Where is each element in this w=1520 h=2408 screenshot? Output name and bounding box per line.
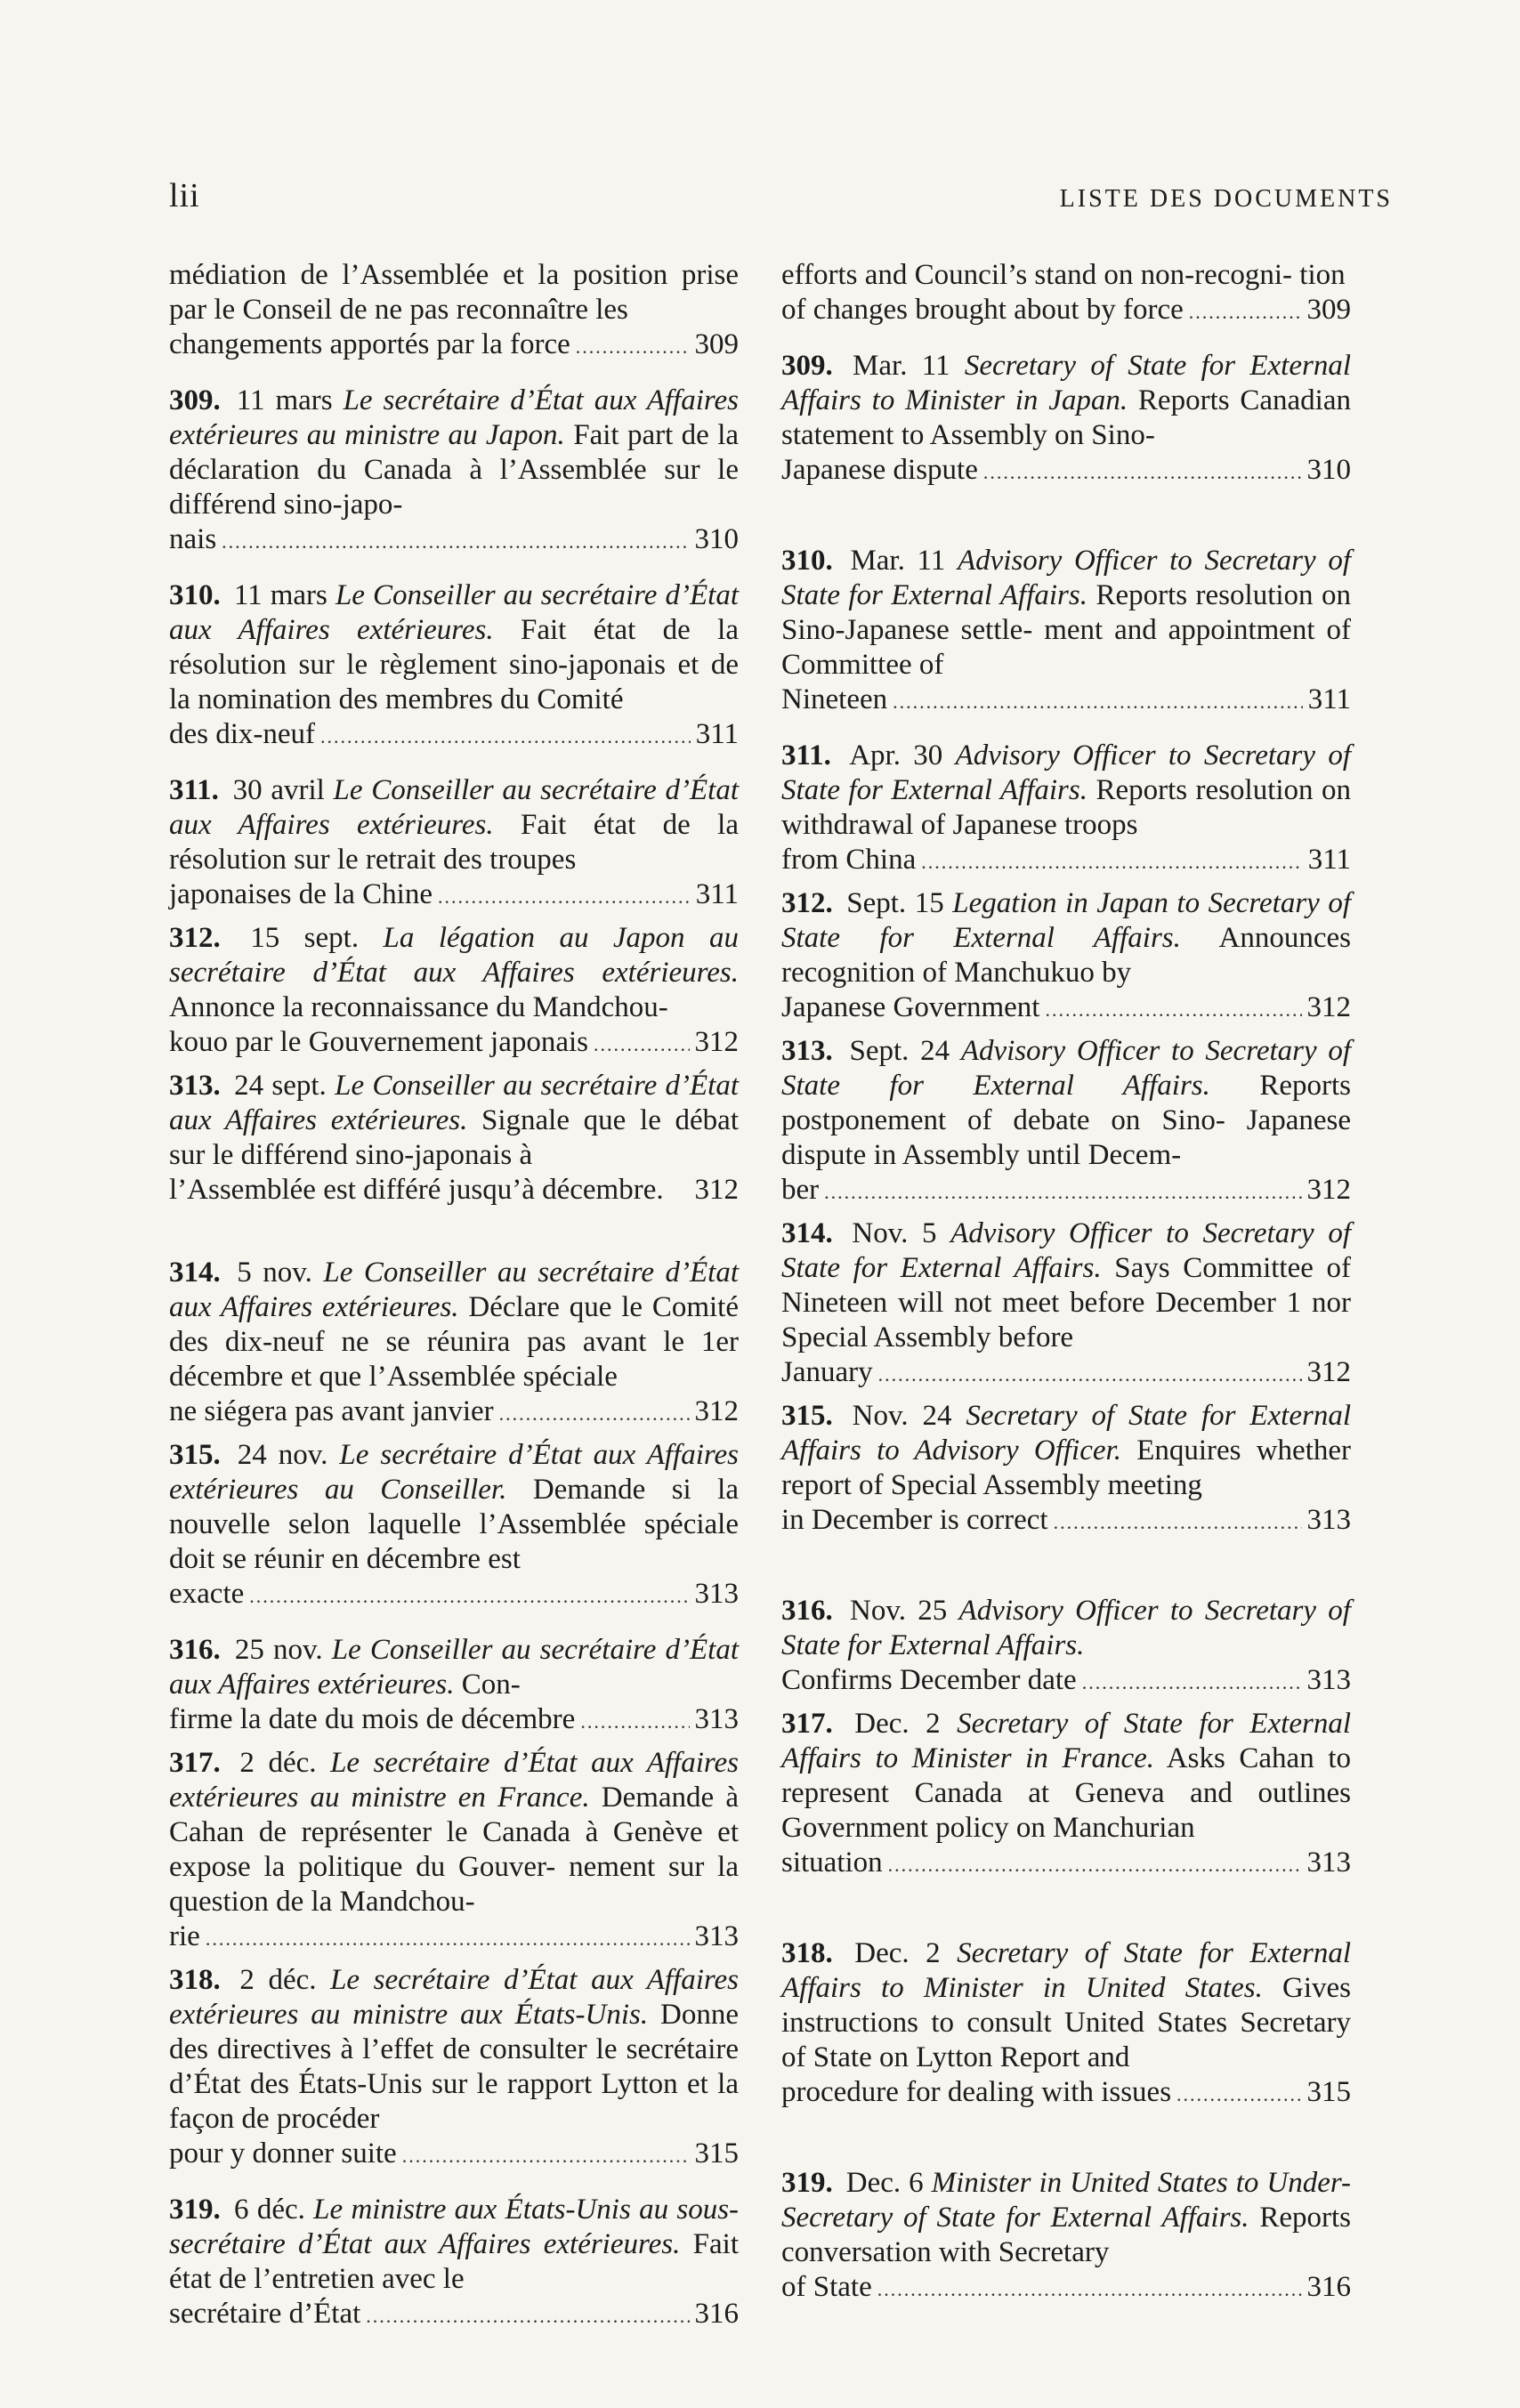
- dot-leader: [499, 1396, 690, 1431]
- entry-date: Apr. 30: [849, 739, 943, 772]
- entry-summary: Asks Cahan to represent Canada at Geneva and outlines Government policy on Manchurian: [781, 1742, 1351, 1844]
- document-entry: [781, 2166, 1351, 2307]
- entry-last-line: in December is correct: [781, 1504, 1048, 1536]
- entry-correspondents: Le secrétaire d’État aux Affaires extérieures au ministre au Japon.: [169, 384, 739, 451]
- entry-leader-line: [781, 1503, 1351, 1539]
- dot-leader: [983, 455, 1302, 489]
- dot-leader: [1176, 2077, 1301, 2112]
- entry-last-line: Nineteen: [781, 683, 888, 715]
- entry-date: Dec. 6: [845, 2167, 924, 2199]
- entry-last-line: Confirms December date: [781, 1664, 1077, 1696]
- intro-last-line: changements apportés par la force: [169, 328, 570, 360]
- entry-date: Sept. 15: [846, 887, 944, 919]
- entry-last-line: des dix-neuf: [169, 718, 316, 750]
- entry-leader-line: [169, 717, 739, 754]
- entry-last-line: secrétaire d’État: [169, 2298, 361, 2330]
- entry-page-ref: 310: [694, 523, 739, 555]
- entry-number: 317.: [781, 1708, 833, 1740]
- entry-number: 311.: [169, 774, 219, 806]
- entry-last-line: Japanese dispute: [781, 454, 978, 486]
- entry-correspondents: Le Conseiller au secrétaire d’État aux Affaires extérieures.: [169, 774, 739, 841]
- entry-leader-line: [781, 1173, 1351, 1209]
- entry-page-ref: 312: [1306, 991, 1351, 1023]
- entry-number: 315.: [169, 1439, 221, 1471]
- entry-date: Dec. 2: [854, 1937, 941, 1969]
- entry-last-line: nais: [169, 523, 217, 555]
- entry-number: 314.: [169, 1257, 221, 1289]
- entry-last-line: ber: [781, 1174, 820, 1206]
- entry-correspondents: Advisory Officer to Secretary of State for External Affairs.: [781, 1595, 1351, 1661]
- entry-last-line: l’Assemblée est différé jusqu’à décembre.: [169, 1174, 664, 1206]
- entry-leader-line: [169, 1919, 739, 1956]
- english-column: [781, 258, 1351, 2307]
- dot-leader: [1082, 1665, 1302, 1700]
- entry-date: Nov. 24: [852, 1400, 952, 1432]
- document-entry: [169, 1963, 739, 2173]
- entry-last-line: kouo par le Gouvernement japonais: [169, 1026, 589, 1058]
- entry-number: 318.: [781, 1937, 833, 1969]
- entry-number: 312.: [781, 887, 833, 919]
- entry-correspondents: Secretary of State for External Affairs to Minister in Japan.: [781, 350, 1352, 416]
- intro-page-ref: 309: [1306, 294, 1351, 326]
- entry-number: 313.: [169, 1070, 221, 1102]
- entry-page-ref: 313: [1306, 1664, 1351, 1696]
- entry-leader-line: [781, 1355, 1351, 1392]
- entry-last-line: of State: [781, 2271, 872, 2303]
- document-entry: [781, 1936, 1351, 2112]
- entry-page-ref: 312: [694, 1026, 739, 1058]
- entry-date: 11 mars: [236, 384, 333, 416]
- entry-summary: Enquires whether report of Special Assembly meeting: [781, 1434, 1352, 1501]
- entry-summary: Donne des directives à l’effet de consulter le secrétaire d’État des États-Unis sur le rapport Lytton et la façon de procéder: [169, 1999, 740, 2135]
- dot-leader: [576, 329, 690, 364]
- entry-correspondents: Secretary of State for External Affairs to Minister in United States.: [781, 1937, 1351, 2004]
- entry-summary: Reports resolution on Sino-Japanese settle- ment and appointment of Committee of: [781, 579, 1351, 681]
- entry-last-line: from China: [781, 844, 917, 876]
- entry-correspondents: La légation au Japon au secrétaire d’État aux Affaires extérieures.: [169, 922, 739, 989]
- document-entry: [781, 544, 1351, 719]
- document-entry: [781, 1399, 1351, 1539]
- entry-summary: Says Committee of Nineteen will not meet before December 1 nor Special Assembly before: [781, 1252, 1352, 1353]
- entry-summary: Reports conversation with Secretary: [781, 2202, 1352, 2268]
- document-entry: [169, 578, 739, 754]
- entry-leader-line: [169, 1025, 739, 1062]
- entry-correspondents: Le Conseiller au secrétaire d’État aux Affaires extérieures.: [169, 1070, 740, 1136]
- entry-date: Nov. 5: [852, 1217, 937, 1249]
- entry-correspondents: Le Conseiller au secrétaire d’État aux Affaires extérieures.: [169, 1257, 740, 1323]
- entry-page-ref: 312: [1306, 1356, 1351, 1388]
- entry-last-line: pour y donner suite: [169, 2137, 397, 2170]
- entry-date: Mar. 11: [850, 545, 946, 577]
- entry-page-ref: 311: [1307, 844, 1351, 876]
- entry-page-ref: 310: [1306, 454, 1351, 486]
- entry-leader-line: [169, 1394, 739, 1431]
- entry-summary: Reports resolution on withdrawal of Japanese troops: [781, 774, 1351, 841]
- entry-leader-line: [169, 2137, 739, 2173]
- entry-last-line: January: [781, 1356, 873, 1388]
- entry-correspondents: Le secrétaire d’État aux Affaires extérieures au Conseiller.: [169, 1439, 739, 1506]
- intro-leader-line: [169, 327, 739, 364]
- entry-summary: Fait état de la résolution sur le règlement sino-japonais et de la nomination des membres du Comité: [169, 614, 740, 715]
- document-entry: [169, 1633, 739, 1739]
- entry-correspondents: Legation in Japan to Secretary of State for External Affairs.: [781, 887, 1351, 954]
- dot-leader: [320, 719, 691, 754]
- document-entry: [781, 1034, 1351, 1209]
- entry-page-ref: 312: [694, 1395, 739, 1427]
- entry-leader-line: [169, 1173, 739, 1209]
- entry-last-line: firme la date du mois de décembre: [169, 1703, 576, 1735]
- entry-number: 316.: [781, 1595, 833, 1627]
- entry-last-line: Japanese Government: [781, 991, 1040, 1023]
- entry-summary: Gives instructions to consult United States Secretary of State on Lytton Report and: [781, 1972, 1352, 2073]
- entry-last-line: japonaises de la Chine: [169, 878, 433, 910]
- dot-leader: [580, 1704, 689, 1739]
- document-entry: [169, 2193, 739, 2333]
- entry-page-ref: 316: [694, 2298, 739, 2330]
- entry-summary: Announces recognition of Manchukuo by: [781, 922, 1351, 989]
- entry-page-ref: 311: [1307, 683, 1351, 715]
- entry-page-ref: 315: [694, 2137, 739, 2170]
- dot-leader: [893, 684, 1303, 719]
- document-entry: [169, 1746, 739, 1956]
- entry-summary: Signale que le débat sur le différend sino-japonais à: [169, 1104, 739, 1171]
- dot-leader: [878, 1357, 1302, 1392]
- dot-leader: [877, 2272, 1302, 2307]
- entry-date: Nov. 25: [850, 1595, 948, 1627]
- document-entry: [169, 1256, 739, 1431]
- dot-leader: [249, 1579, 689, 1613]
- entry-date: 2 déc.: [239, 1747, 317, 1779]
- entry-page-ref: 312: [694, 1174, 739, 1206]
- entry-number: 315.: [781, 1400, 833, 1432]
- entry-page-ref: 311: [695, 718, 739, 750]
- entry-correspondents: Le secrétaire d’État aux Affaires extérieures au ministre en France.: [169, 1747, 739, 1814]
- intro-last-line: of changes brought about by force: [781, 294, 1184, 326]
- entry-correspondents: Secretary of State for External Affairs to Advisory Officer.: [781, 1400, 1352, 1467]
- dot-leader: [1045, 992, 1301, 1027]
- entry-last-line: situation: [781, 1846, 883, 1879]
- document-entry: [781, 739, 1351, 879]
- entry-date: 25 nov.: [234, 1634, 323, 1666]
- entry-leader-line: [781, 683, 1351, 719]
- entry-page-ref: 313: [1306, 1504, 1351, 1536]
- entry-date: Mar. 11: [853, 350, 950, 382]
- entry-leader-line: [169, 1702, 739, 1739]
- document-entry: [781, 1216, 1351, 1392]
- dot-leader: [402, 2138, 690, 2173]
- entry-number: 317.: [169, 1747, 221, 1779]
- document-entry: [781, 349, 1351, 489]
- entry-number: 309.: [169, 384, 221, 416]
- entry-number: 311.: [781, 739, 831, 772]
- entry-page-ref: 316: [1306, 2271, 1351, 2303]
- running-head: LISTE DES DOCUMENTS: [1059, 185, 1393, 213]
- entry-number: 310.: [169, 579, 221, 611]
- document-entry: [169, 773, 739, 914]
- entry-number: 316.: [169, 1634, 221, 1666]
- entry-summary: Fait état de l’entretien avec le: [169, 2228, 740, 2295]
- entry-leader-line: [781, 990, 1351, 1027]
- document-entry: [169, 1438, 739, 1613]
- dot-leader: [438, 879, 691, 914]
- entry-number: 313.: [781, 1035, 833, 1067]
- entry-summary: Demande si la nouvelle selon laquelle l’Assemblée spéciale doit se réunir en décembre est: [169, 1474, 739, 1575]
- entry-date: 2 déc.: [239, 1964, 317, 1996]
- entry-date: 24 nov.: [237, 1439, 328, 1471]
- entry-number: 314.: [781, 1217, 833, 1249]
- document-entry: [781, 1594, 1351, 1700]
- entry-correspondents: Le Conseiller au secrétaire d’État aux Affaires extérieures.: [169, 579, 739, 646]
- entry-leader-line: [781, 1663, 1351, 1700]
- entry-page-ref: 313: [694, 1578, 739, 1610]
- entry-summary: Con-: [461, 1669, 521, 1701]
- dot-leader: [824, 1175, 1301, 1209]
- entry-summary: Fait part de la déclaration du Canada à l’Assemblée sur le différend sino-japo-: [169, 419, 740, 521]
- dot-leader: [366, 2299, 689, 2333]
- entry-page-ref: 315: [1306, 2076, 1351, 2108]
- entry-leader-line: [169, 522, 739, 559]
- entry-correspondents: Secretary of State for External Affairs to Minister in France.: [781, 1708, 1351, 1774]
- entry-leader-line: [169, 2297, 739, 2333]
- entry-correspondents: Advisory Officer to Secretary of State for External Affairs.: [781, 545, 1352, 611]
- dot-leader: [1189, 295, 1302, 329]
- entry-summary: Reports postponement of debate on Sino- Japanese dispute in Assembly until Decem-: [781, 1070, 1351, 1171]
- dot-leader: [1054, 1505, 1302, 1539]
- english-intro: [781, 258, 1351, 329]
- entry-page-ref: 313: [1306, 1846, 1351, 1879]
- entry-number: 319.: [781, 2167, 833, 2199]
- entry-page-ref: 313: [694, 1703, 739, 1735]
- entry-leader-line: [781, 843, 1351, 879]
- intro-text: efforts and Council’s stand on non-recogni- tion: [781, 259, 1346, 291]
- entry-summary: Déclare que le Comité des dix-neuf ne se réunira pas avant le 1er décembre et que l’Assemblée spéciale: [169, 1291, 739, 1393]
- entry-leader-line: [781, 1846, 1351, 1882]
- entry-date: 5 nov.: [237, 1257, 312, 1289]
- page-folio: lii: [169, 177, 200, 214]
- entry-correspondents: Advisory Officer to Secretary of State for External Affairs.: [781, 1217, 1351, 1284]
- entry-leader-line: [169, 1577, 739, 1613]
- entry-number: 309.: [781, 350, 833, 382]
- entry-summary: Reports Canadian statement to Assembly on Sino-: [781, 384, 1351, 451]
- entry-date: 11 mars: [233, 579, 327, 611]
- document-entry: [169, 921, 739, 1062]
- entry-last-line: ne siégera pas avant janvier: [169, 1395, 494, 1427]
- entry-date: 6 déc.: [234, 2194, 305, 2226]
- french-intro: [169, 258, 739, 364]
- entry-leader-line: [781, 2270, 1351, 2307]
- entry-correspondents: Le Conseiller au secrétaire d’État aux Affaires extérieures.: [169, 1634, 740, 1701]
- entry-date: 15 sept.: [250, 922, 360, 954]
- document-entry: [781, 1707, 1351, 1882]
- dot-leader: [206, 1921, 690, 1956]
- entry-date: 24 sept.: [234, 1070, 327, 1102]
- dot-leader: [222, 524, 689, 559]
- entry-correspondents: Advisory Officer to Secretary of State for External Affairs.: [781, 739, 1351, 806]
- entry-number: 310.: [781, 545, 833, 577]
- entry-date: 30 avril: [232, 774, 325, 806]
- entry-last-line: exacte: [169, 1578, 245, 1610]
- entry-last-line: procedure for dealing with issues: [781, 2076, 1172, 2108]
- entry-page-ref: 311: [695, 878, 739, 910]
- document-entry: [781, 886, 1351, 1027]
- document-entry: [169, 384, 739, 559]
- dot-leader: [888, 1847, 1302, 1882]
- dot-leader: [594, 1027, 689, 1062]
- entry-summary: Demande à Cahan de représenter le Canada à Genève et expose la politique du Gouver- nement sur la question de la Mandchou-: [169, 1782, 740, 1918]
- entry-page-ref: 313: [694, 1920, 739, 1952]
- entry-summary: Fait état de la résolution sur le retrait des troupes: [169, 809, 740, 876]
- entry-correspondents: Advisory Officer to Secretary of State for External Affairs.: [781, 1035, 1352, 1102]
- entry-correspondents: Le ministre aux États-Unis au sous-secrétaire d’État aux Affaires extérieures.: [169, 2194, 740, 2260]
- entry-last-line: rie: [169, 1920, 200, 1952]
- entry-number: 312.: [169, 922, 221, 954]
- entry-leader-line: [781, 453, 1351, 489]
- intro-leader-line: [781, 293, 1351, 329]
- entry-correspondents: Minister in United States to Under-Secretary of State for External Affairs.: [781, 2167, 1352, 2234]
- entry-number: 318.: [169, 1964, 221, 1996]
- entry-leader-line: [169, 877, 739, 914]
- french-column: [169, 258, 739, 2333]
- entry-date: Sept. 24: [849, 1035, 950, 1067]
- entry-number: 319.: [169, 2194, 221, 2226]
- entry-page-ref: 312: [1306, 1174, 1351, 1206]
- document-entry: [169, 1069, 739, 1209]
- dot-leader: [921, 844, 1302, 879]
- entry-summary: Annonce la reconnaissance du Mandchou-: [169, 991, 668, 1023]
- entry-leader-line: [781, 2075, 1351, 2112]
- entry-date: Dec. 2: [854, 1708, 941, 1740]
- entry-correspondents: Le secrétaire d’État aux Affaires extérieures au ministre aux États-Unis.: [169, 1964, 739, 2031]
- intro-page-ref: 309: [694, 328, 739, 360]
- intro-text: médiation de l’Assemblée et la position prise par le Conseil de ne pas reconnaître les: [169, 259, 739, 326]
